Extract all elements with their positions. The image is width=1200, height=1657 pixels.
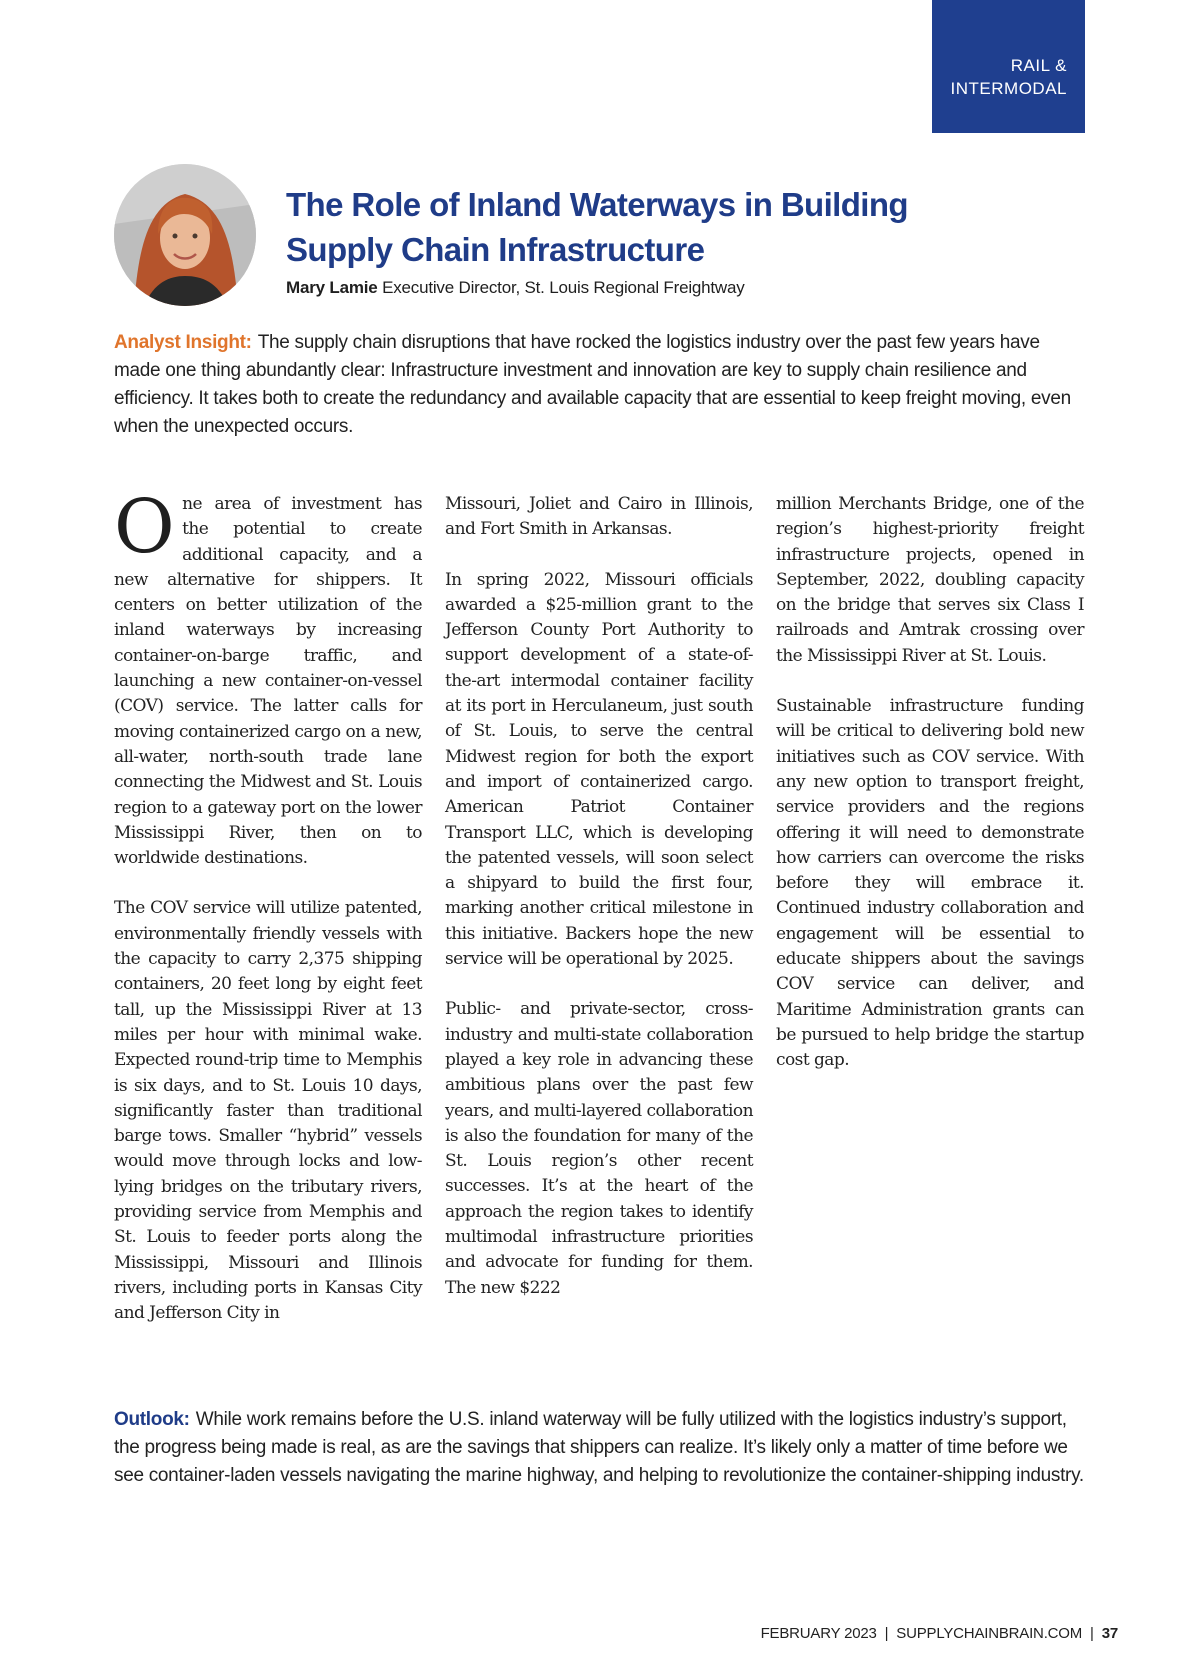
page-number: 37: [1101, 1625, 1118, 1642]
drop-cap: O: [114, 484, 175, 570]
page-footer: [761, 1624, 1118, 1644]
outlook: [114, 1406, 1086, 1490]
outlook-text: While work remains before the U.S. inland waterway will be fully utilized with the logistics industry’s support, the progress being made is real, as are the savings that shippers can realize. It’s likely only a matter of time before we see container-laden vessels navigating the marine highway, and helping to revolutionize the container-shipping industry.: [114, 1409, 1084, 1486]
body-column-2: [445, 492, 753, 1326]
paragraph: million Merchants Bridge, one of the region’s highest-priority freight infrastructure projects, opened in September, 2022, doubling capacity on the bridge that serves six Class I railroads and Amtrak crossing over the Mississippi River at St. Louis.: [776, 494, 1084, 666]
paragraph-text: ne area of investment has the potential to create additional capacity, and a new alternative for shippers. It centers on better utilization of the inland waterways by increasing container-on-barge traffic, and launching a new container-on-vessel (COV) service. The latter calls for moving containerized cargo on a new, all-water, north-south trade lane connecting the Midwest and St. Louis region to a gateway port on the lower Mississippi River, then on to worldwide destinations.: [114, 494, 422, 869]
title-line-1: The Role of Inland Waterways in Building: [286, 186, 908, 223]
paragraph: Sustainable infrastructure funding will be critical to delivering bold new initiatives such as COV service. With any new option to transport freight, service providers and the regions offering it will need to demonstrate how carriers can overcome the risks before they will embrace it. Continued industry collaboration and engagement will be essential to educate shippers about the savings COV service can deliver, and Maritime Administration grants can be pursued to help bridge the startup cost gap.: [776, 696, 1084, 1071]
analyst-insight: [114, 329, 1086, 441]
insight-text: The supply chain disruptions that have rocked the logistics industry over the past few years have made one thing abundantly clear: Infrastructure investment and innovation are key to supply chain resilience and efficiency. It takes both to create the redundancy and available capacity that are essential to keep freight moving, even when the unexpected occurs.: [114, 332, 1071, 437]
body-column-3: [776, 492, 1084, 1099]
paragraph: The COV service will utilize patented, environmentally friendly vessels with the capacity to carry 2,375 shipping containers, 20 feet long by eight feet tall, up the Mississippi River at 13 miles per hour with minimal wake. Expected round-trip time to Memphis is six days, and to St. Louis 10 days, significantly faster than traditional barge tows. Smaller “hybrid” vessels would move through locks and low-lying bridges on the tributary rivers, providing service from Memphis and St. Louis to feeder ports along the Mississippi, Missouri and Illinois rivers, including ports in Kansas City and Jefferson City in: [114, 898, 422, 1324]
paragraph: Missouri, Joliet and Cairo in Illinois, and Fort Smith in Arkansas.: [445, 494, 753, 540]
footer-separator: |: [884, 1625, 889, 1642]
paragraph: Public- and private-sector, cross-industry and multi-state collaboration played a key role in advancing these ambitious plans over the past few years, and multi-layered collaboration is also the foundation for many of the St. Louis region’s other recent successes. It’s at the heart of the approach the region takes to identify multimodal infrastructure priorities and advocate for funding for them. The new $222: [445, 999, 753, 1298]
author-title: Executive Director, St. Louis Regional Freightway: [382, 278, 745, 297]
author-photo: [114, 164, 256, 306]
issue-date: FEBRUARY 2023: [760, 1625, 877, 1642]
footer-separator: |: [1090, 1625, 1094, 1642]
insight-label: Analyst Insight:: [114, 332, 252, 353]
author-name: Mary Lamie: [286, 278, 378, 297]
paragraph: In spring 2022, Missouri officials awarded a $25-million grant to the Jefferson County Port Authority to support development of a state-of-the-art intermodal container facility at its port in Herculaneum, just south of St. Louis, to serve the central Midwest region for both the export and import of containerized cargo. American Patriot Container Transport LLC, which is developing the patented vessels, will soon select a shipyard to build the first four, marking another critical milestone in this initiative. Backers hope the new service will be operational by 2025.: [445, 569, 753, 970]
byline: [286, 276, 745, 300]
section-tag-line-1: RAIL &: [1010, 56, 1067, 75]
body-column-1: [114, 484, 422, 1352]
site-name: SUPPLYCHAINBRAIN.COM: [896, 1625, 1083, 1642]
outlook-label: Outlook:: [114, 1409, 190, 1430]
paragraph: [114, 484, 422, 871]
section-tag-line-2: INTERMODAL: [950, 79, 1067, 98]
article-title: [286, 182, 926, 272]
section-tag: [932, 0, 1085, 133]
title-line-2: Supply Chain Infrastructure: [286, 231, 705, 268]
